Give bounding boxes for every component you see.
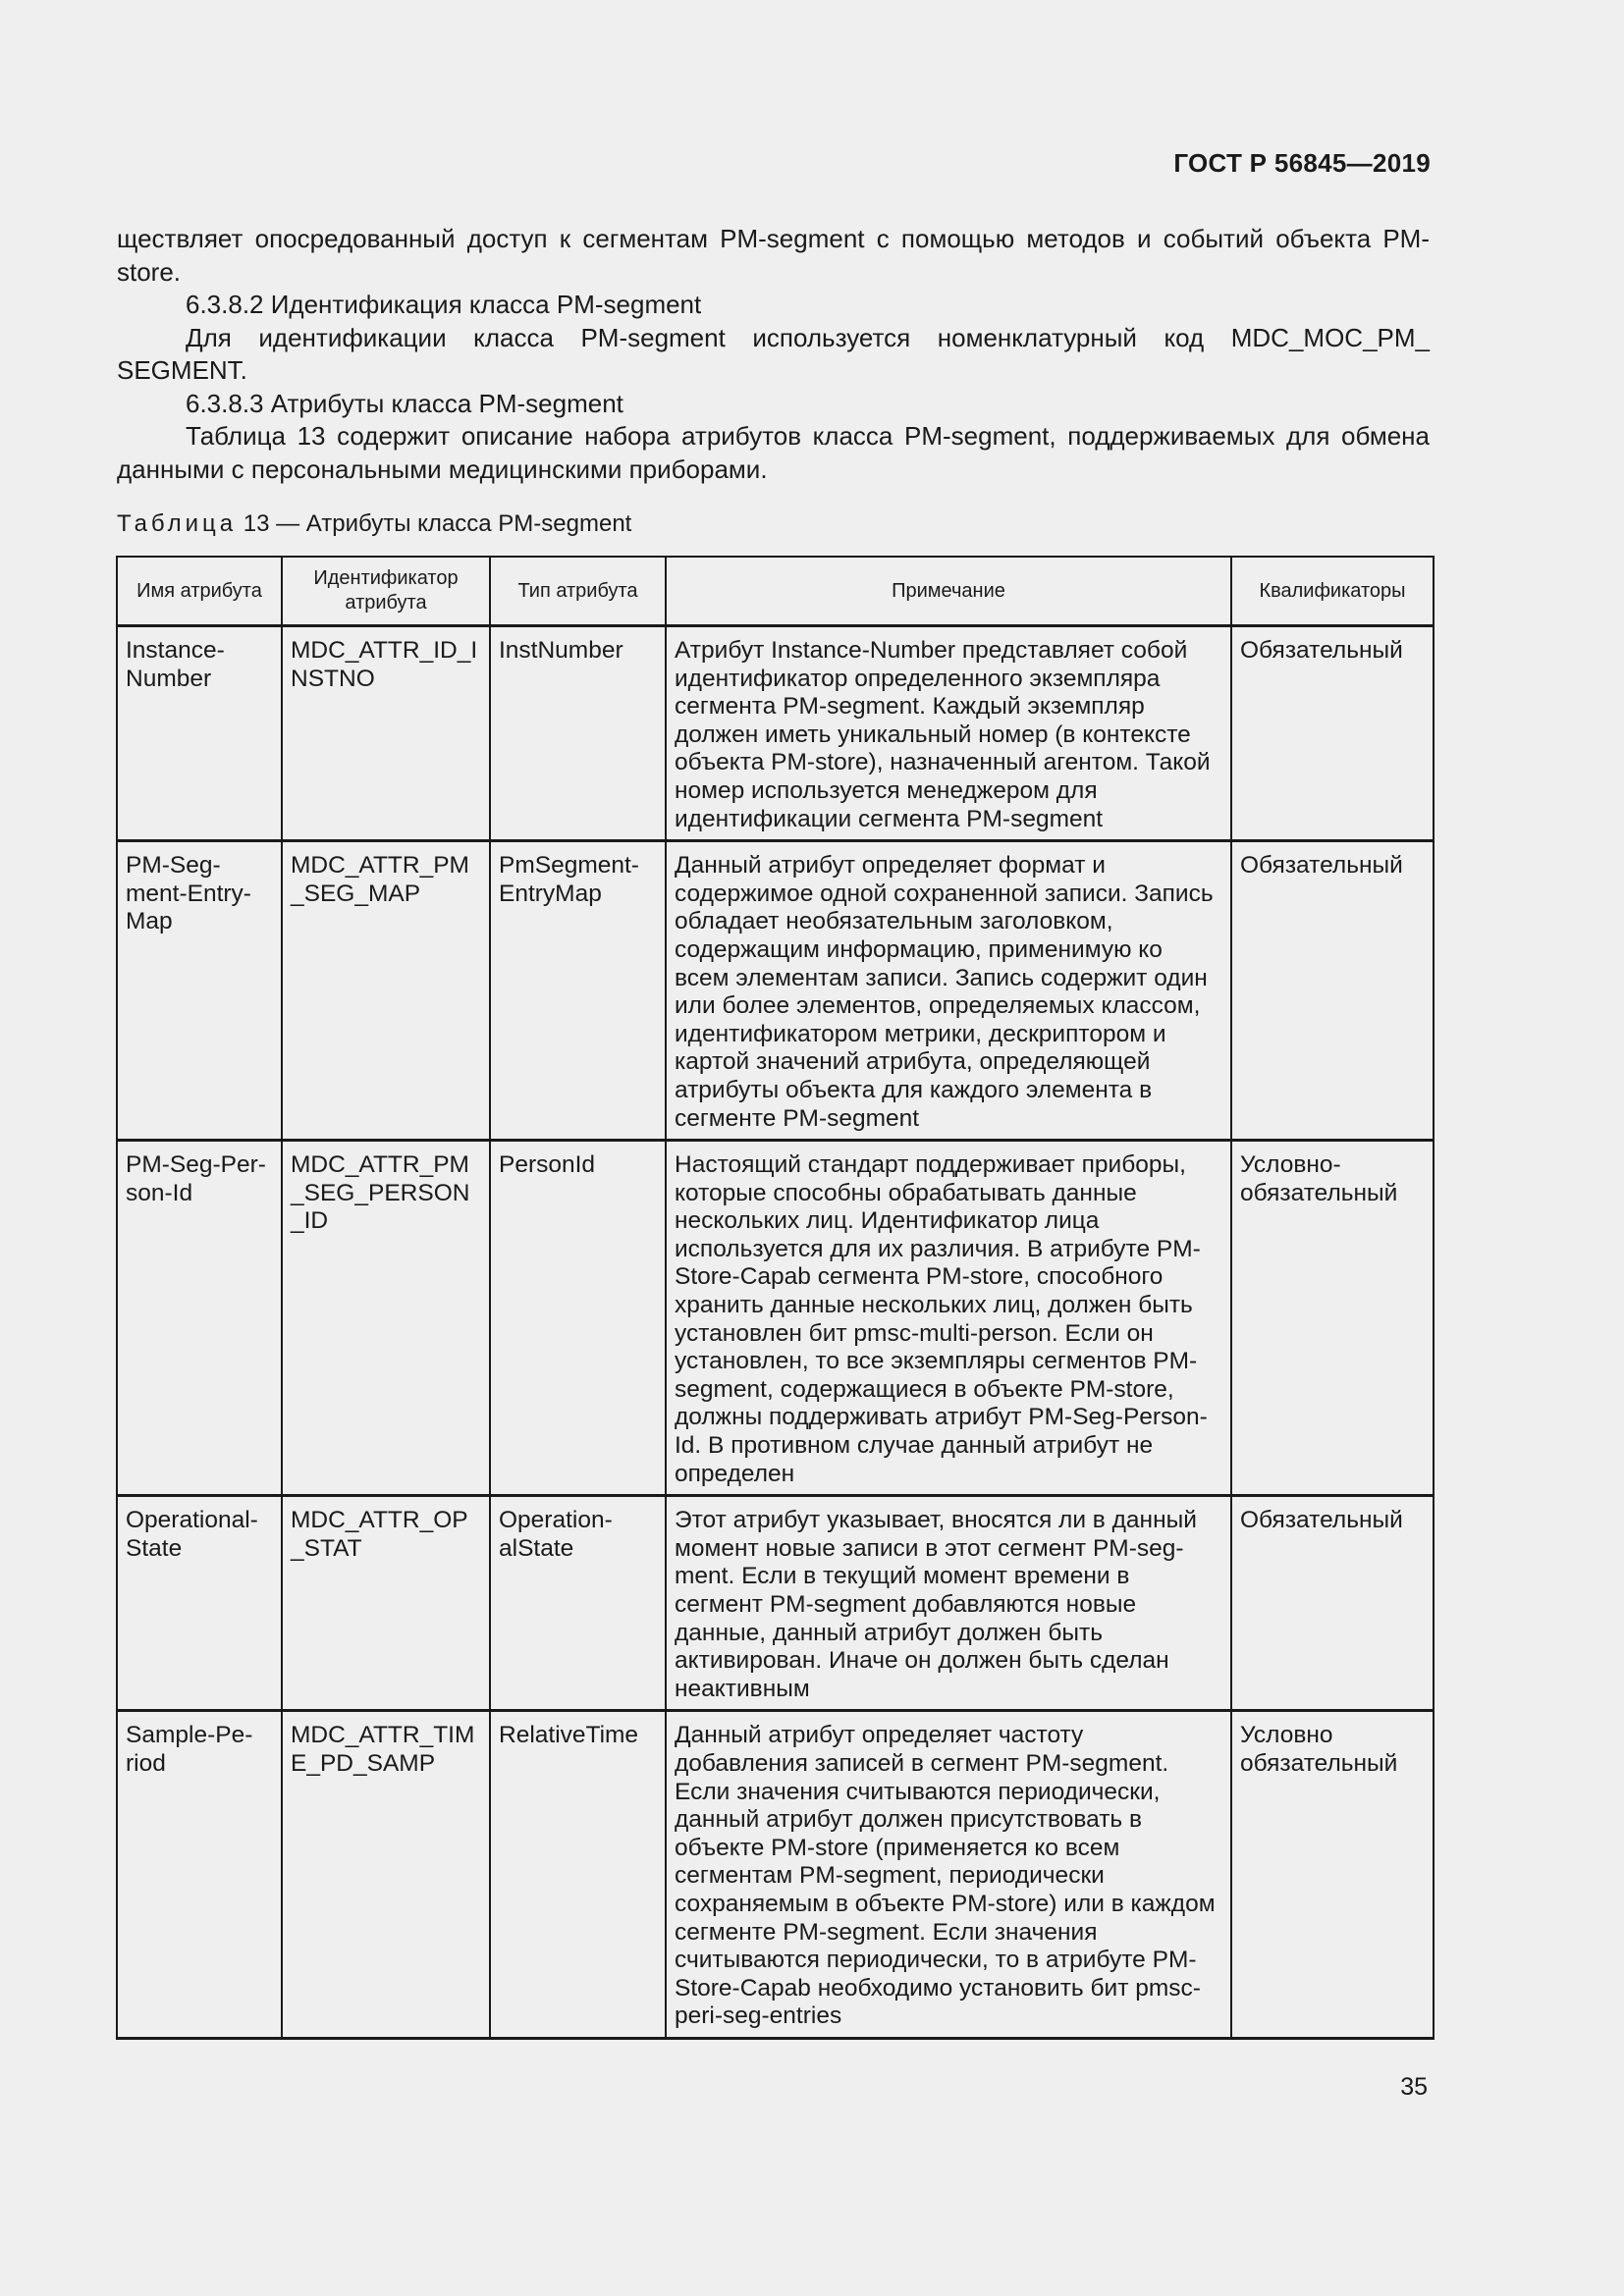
table-row — [117, 1496, 1434, 1711]
paragraph-nomenclature-line1: Для идентификации класса PM-segment используется номенклатурный код MDC_MOC_PM_ — [186, 322, 1430, 352]
cell-qualifier: Условно-обязательный — [1231, 1141, 1434, 1496]
cell-qualifier: Условно обязательный — [1231, 1711, 1434, 2039]
paragraph-nomenclature-line2: SEGMENT. — [117, 355, 247, 385]
cell-attribute-type: PmSegment-EntryMap — [490, 841, 666, 1141]
table-row — [117, 626, 1434, 841]
cell-attribute-id: MDC_ATTR_TIME_PD_SAMP — [282, 1711, 490, 2039]
cell-attribute-type: RelativeTime — [490, 1711, 666, 2039]
page-number: 35 — [1400, 2073, 1428, 2101]
cell-note: Данный атрибут определяет формат и содержимое одной сохраненной записи. Запись обладает необязательным заголовком, содержащим информацию, применимую ко всем элементам записи. Запись содержит один или более элементов, определяемых классом, идентификатором метрики, дескриптором и картой значений атрибута, определяющей атрибуты объекта для каждого элемента в сегменте PM-segment — [666, 841, 1231, 1141]
cell-attribute-name: Operational-State — [117, 1496, 282, 1711]
cell-attribute-type: Operation-alState — [490, 1496, 666, 1711]
document-code: ГОСТ Р 56845—2019 — [1173, 148, 1431, 178]
paragraph-continuation: ществляет опосредованный доступ к сегментам PM-segment с помощью методов и событий объекта PM-store. — [117, 224, 1430, 287]
header-attribute-name: Имя атрибута — [117, 557, 282, 626]
table-caption — [117, 510, 631, 538]
cell-attribute-id: MDC_ATTR_PM_SEG_PERSON_ID — [282, 1141, 490, 1496]
cell-qualifier: Обязательный — [1231, 1496, 1434, 1711]
paragraph-table-intro: Таблица 13 содержит описание набора атрибутов класса PM-segment, поддерживаемых для обмена данными с персональными медицинскими приборами. — [117, 421, 1430, 484]
header-qualifiers: Квалификаторы — [1231, 557, 1434, 626]
cell-attribute-id: MDC_ATTR_PM_SEG_MAP — [282, 841, 490, 1141]
cell-note: Этот атрибут указывает, вносятся ли в данный момент новые записи в этот сегмент PM-seg-ment. Если в текущий момент времени в сегмент PM-segment добавляются новые данные, данный атрибут должен быть активирован. Иначе он должен быть сделан неактивным — [666, 1496, 1231, 1711]
cell-attribute-type: PersonId — [490, 1141, 666, 1496]
cell-attribute-id: MDC_ATTR_ID_INSTNO — [282, 626, 490, 841]
header-attribute-type: Тип атрибута — [490, 557, 666, 626]
cell-attribute-name: PM-Seg-Per-son-Id — [117, 1141, 282, 1496]
cell-qualifier: Обязательный — [1231, 626, 1434, 841]
table-caption-title: 13 — Атрибуты класса PM-segment — [237, 510, 632, 537]
attributes-table — [116, 556, 1435, 2040]
cell-note: Настоящий стандарт поддерживает приборы, которые способны обрабатывать данные нескольких лиц. Идентификатор лица используется для их различия. В атрибуте PM-Store-Capab сегмента PM-store, способного хранить данные нескольких лиц, должен быть установлен бит pmsc-multi-person. Если он установлен, то все экземпляры сегментов PM-segment, содержащиеся в объекте PM-store, должны поддерживать атрибут PM-Seg-Person-Id. В противном случае данный атрибут не определен — [666, 1141, 1231, 1496]
table-caption-label: Таблица — [117, 510, 238, 537]
header-attribute-id: Идентификатор атрибута — [282, 557, 490, 626]
cell-note: Атрибут Instance-Number представляет собой идентификатор определенного экземпляра сегмента PM-segment. Каждый экземпляр должен иметь уникальный номер (в контексте объекта PM-store), назначенный агентом. Такой номер используется менеджером для идентификации сегмента PM-segment — [666, 626, 1231, 841]
cell-attribute-name: Sample-Pe-riod — [117, 1711, 282, 2039]
cell-attribute-name: Instance-Number — [117, 626, 282, 841]
header-note: Примечание — [666, 557, 1231, 626]
cell-note: Данный атрибут определяет частоту добавления записей в сегмент PM-segment. Если значения считываются периодически, данный атрибут должен присутствовать в объекте PM-store (применяется ко всем сегментам PM-segment, периодически сохраняемым в объекте PM-store) или в каждом сегменте PM-segment. Если значения считываются периодически, то в атрибуте PM-Store-Capab необходимо установить бит pmsc-peri-seg-entries — [666, 1711, 1231, 2039]
table-row — [117, 841, 1434, 1141]
table-header-row — [117, 557, 1434, 626]
cell-attribute-id: MDC_ATTR_OP_STAT — [282, 1496, 490, 1711]
cell-attribute-type: InstNumber — [490, 626, 666, 841]
body-text — [117, 223, 1430, 486]
section-heading-6-3-8-2: 6.3.8.2 Идентификация класса PM-segment — [186, 290, 702, 319]
cell-qualifier: Обязательный — [1231, 841, 1434, 1141]
table-row — [117, 1141, 1434, 1496]
section-heading-6-3-8-3: 6.3.8.3 Атрибуты класса PM-segment — [186, 388, 623, 418]
table-row — [117, 1711, 1434, 2039]
cell-attribute-name: PM-Seg-ment-Entry-Map — [117, 841, 282, 1141]
